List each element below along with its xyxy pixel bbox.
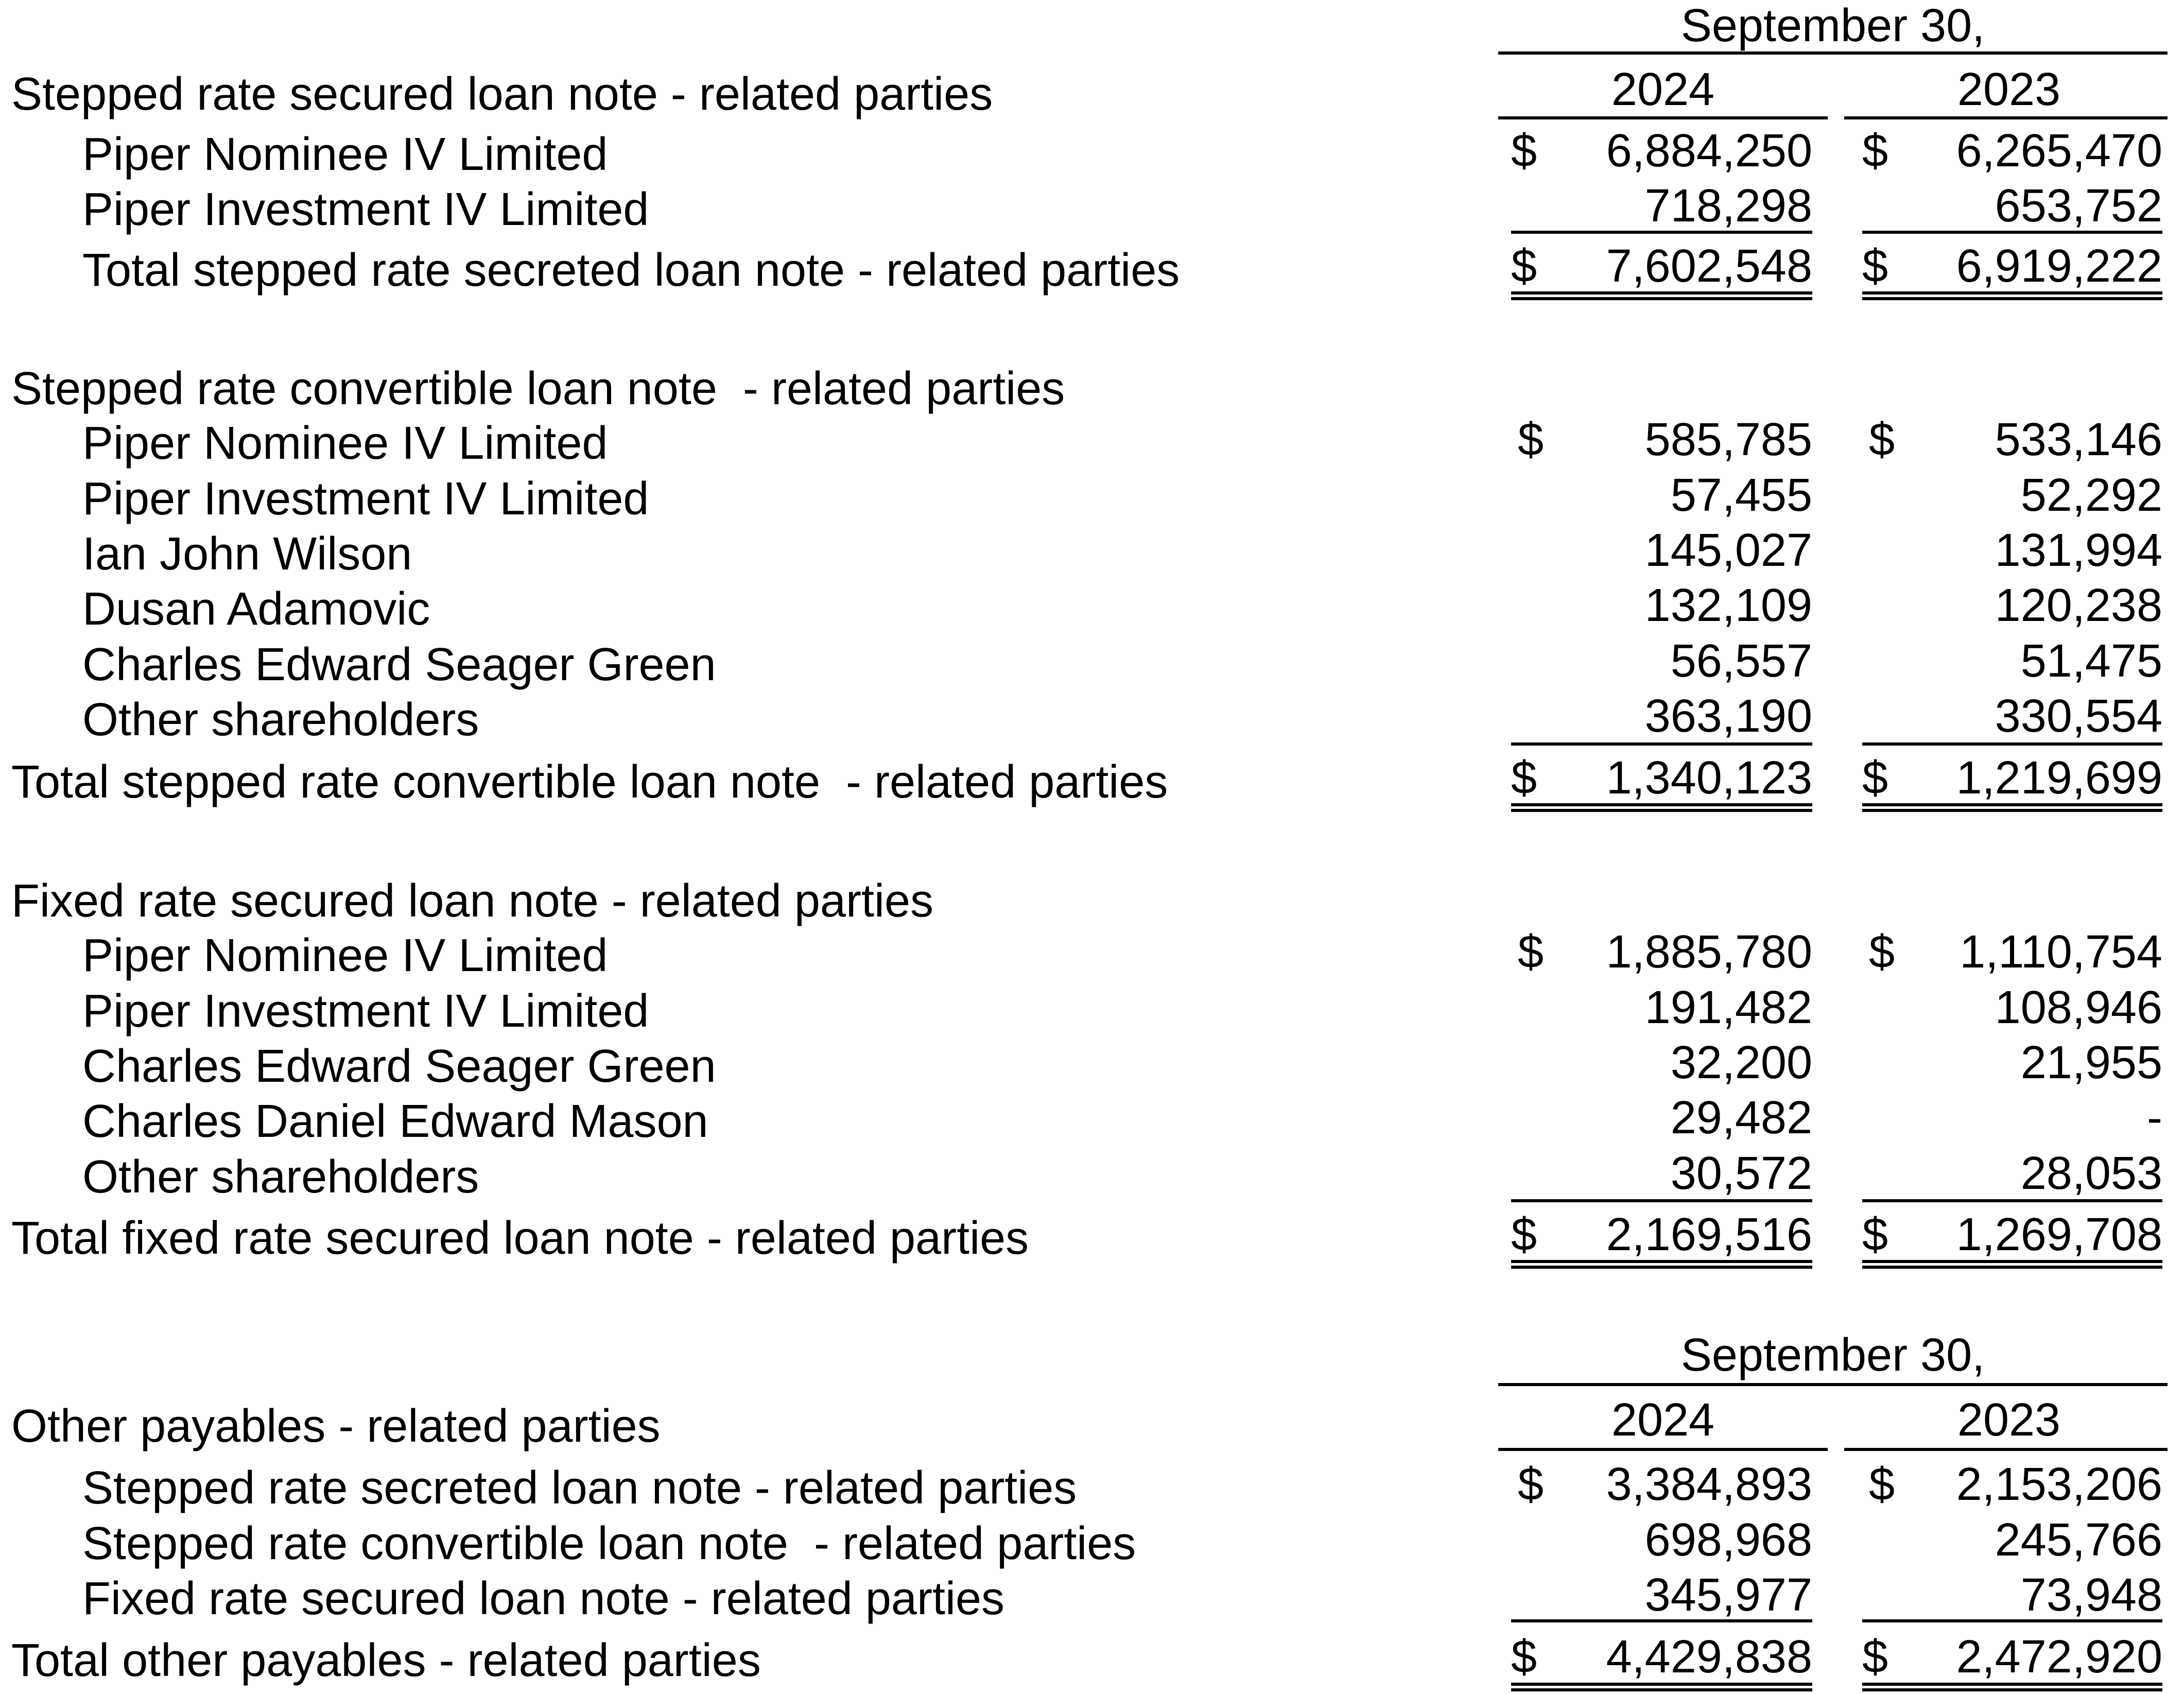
- section-title: Other payables - related parties: [11, 1401, 661, 1452]
- value-2024: 32,200: [1670, 1037, 1812, 1088]
- value-2023: 21,955: [2020, 1037, 2162, 1088]
- total-label: Total stepped rate secreted loan note - related parties: [82, 245, 1180, 296]
- value-2024: 29,482: [1670, 1092, 1812, 1144]
- total-2023: 2,472,920: [1956, 1631, 2162, 1683]
- row-label: Stepped rate secreted loan note - related parties: [82, 1462, 1077, 1514]
- total-2023: 1,219,699: [1956, 752, 2162, 804]
- row-label: Charles Edward Seager Green: [82, 1041, 716, 1092]
- value-2023: 330,554: [1995, 690, 2162, 742]
- period-header-rule: [1498, 1383, 2168, 1386]
- value-2024: 56,557: [1670, 635, 1812, 687]
- section-title: Fixed rate secured loan note - related parties: [11, 875, 933, 927]
- row-label: Stepped rate convertible loan note - related parties: [82, 1518, 1136, 1569]
- total-double-rule: [1862, 1260, 2162, 1269]
- year-header-2024-rule: [1498, 116, 1828, 119]
- currency-symbol: $: [1518, 926, 1544, 978]
- row-label: Fixed rate secured loan note - related parties: [82, 1573, 1004, 1624]
- subtotal-rule: [1862, 1199, 2162, 1202]
- row-label: Piper Investment IV Limited: [82, 986, 649, 1037]
- currency-symbol: $: [1518, 414, 1544, 465]
- total-2024: 4,429,838: [1606, 1631, 1812, 1683]
- value-2023: 120,238: [1995, 580, 2162, 631]
- currency-symbol: $: [1511, 1209, 1537, 1260]
- value-2024: 191,482: [1644, 982, 1812, 1033]
- row-label: Piper Nominee IV Limited: [82, 930, 608, 981]
- subtotal-rule: [1511, 1619, 1812, 1622]
- section-title: Stepped rate convertible loan note - related parties: [11, 363, 1065, 414]
- period-header-rule: [1498, 51, 2168, 55]
- subtotal-rule: [1862, 231, 2162, 234]
- value-2023: 2,153,206: [1956, 1459, 2162, 1510]
- row-label: Dusan Adamovic: [82, 583, 430, 635]
- total-double-rule: [1862, 1683, 2162, 1691]
- total-2023: 1,269,708: [1956, 1209, 2162, 1260]
- value-2023: 1,110,754: [1960, 926, 2162, 978]
- value-2023: 533,146: [1995, 414, 2162, 465]
- subtotal-rule: [1511, 231, 1812, 234]
- total-double-rule: [1862, 803, 2162, 812]
- value-2023: 6,265,470: [1956, 125, 2162, 177]
- period-header: September 30,: [1680, 0, 1985, 51]
- row-label: Charles Edward Seager Green: [82, 639, 716, 690]
- row-label: Piper Investment IV Limited: [82, 184, 649, 235]
- total-double-rule: [1862, 291, 2162, 300]
- value-2023: 131,994: [1995, 525, 2162, 576]
- currency-symbol: $: [1869, 1459, 1895, 1510]
- total-double-rule: [1511, 1683, 1812, 1691]
- total-double-rule: [1511, 291, 1812, 300]
- value-2024: 145,027: [1644, 525, 1812, 576]
- value-2024: 718,298: [1644, 180, 1812, 232]
- value-2023: 51,475: [2020, 635, 2162, 687]
- row-label: Charles Daniel Edward Mason: [82, 1096, 708, 1147]
- year-header-2023: 2023: [1957, 64, 2061, 115]
- year-header-2024: 2024: [1611, 1394, 1715, 1446]
- row-label: Piper Nominee IV Limited: [82, 418, 608, 469]
- total-2024: 2,169,516: [1606, 1209, 1812, 1260]
- value-2023: 108,946: [1995, 982, 2162, 1033]
- currency-symbol: $: [1869, 414, 1895, 465]
- currency-symbol: $: [1511, 125, 1537, 177]
- value-2023: 73,948: [2020, 1569, 2162, 1621]
- currency-symbol: $: [1511, 240, 1537, 292]
- total-label: Total stepped rate convertible loan note - related parties: [11, 756, 1168, 808]
- value-2024: 345,977: [1644, 1569, 1812, 1621]
- currency-symbol: $: [1862, 752, 1888, 804]
- section-title: Stepped rate secured loan note - related parties: [11, 68, 993, 120]
- currency-symbol: $: [1869, 926, 1895, 978]
- year-header-2023-rule: [1844, 116, 2168, 119]
- total-2023: 6,919,222: [1956, 240, 2162, 292]
- year-header-2024-rule: [1498, 1448, 1828, 1451]
- row-label: Other shareholders: [82, 1151, 479, 1203]
- value-2023: 52,292: [2020, 470, 2162, 521]
- row-label: Ian John Wilson: [82, 528, 412, 580]
- year-header-2023: 2023: [1957, 1394, 2061, 1446]
- value-2023: 245,766: [1995, 1514, 2162, 1566]
- year-header-2023-rule: [1844, 1448, 2168, 1451]
- currency-symbol: $: [1862, 1209, 1888, 1260]
- period-header: September 30,: [1680, 1329, 1985, 1381]
- value-2024: 698,968: [1644, 1514, 1812, 1566]
- currency-symbol: $: [1862, 240, 1888, 292]
- currency-symbol: $: [1511, 1631, 1537, 1683]
- row-label: Other shareholders: [82, 694, 479, 746]
- subtotal-rule: [1511, 742, 1812, 746]
- value-2023: 28,053: [2020, 1148, 2162, 1199]
- value-2024: 363,190: [1644, 690, 1812, 742]
- row-label: Piper Nominee IV Limited: [82, 129, 608, 180]
- value-2024: 6,884,250: [1606, 125, 1812, 177]
- total-2024: 1,340,123: [1606, 752, 1812, 804]
- total-label: Total fixed rate secured loan note - related parties: [11, 1213, 1029, 1264]
- value-2024: 3,384,893: [1606, 1459, 1812, 1510]
- currency-symbol: $: [1862, 1631, 1888, 1683]
- currency-symbol: $: [1511, 752, 1537, 804]
- total-double-rule: [1511, 1260, 1812, 1269]
- subtotal-rule: [1511, 1199, 1812, 1202]
- value-2023: -: [2147, 1092, 2162, 1144]
- total-label: Total other payables - related parties: [11, 1635, 761, 1686]
- year-header-2024: 2024: [1611, 64, 1715, 115]
- value-2023: 653,752: [1995, 180, 2162, 232]
- total-double-rule: [1511, 803, 1812, 812]
- currency-symbol: $: [1518, 1459, 1544, 1510]
- value-2024: 1,885,780: [1606, 926, 1812, 978]
- row-label: Piper Investment IV Limited: [82, 473, 649, 525]
- currency-symbol: $: [1862, 125, 1888, 177]
- total-2024: 7,602,548: [1606, 240, 1812, 292]
- value-2024: 132,109: [1644, 580, 1812, 631]
- value-2024: 57,455: [1670, 470, 1812, 521]
- value-2024: 30,572: [1670, 1148, 1812, 1199]
- subtotal-rule: [1862, 1619, 2162, 1622]
- subtotal-rule: [1862, 742, 2162, 746]
- value-2024: 585,785: [1644, 414, 1812, 465]
